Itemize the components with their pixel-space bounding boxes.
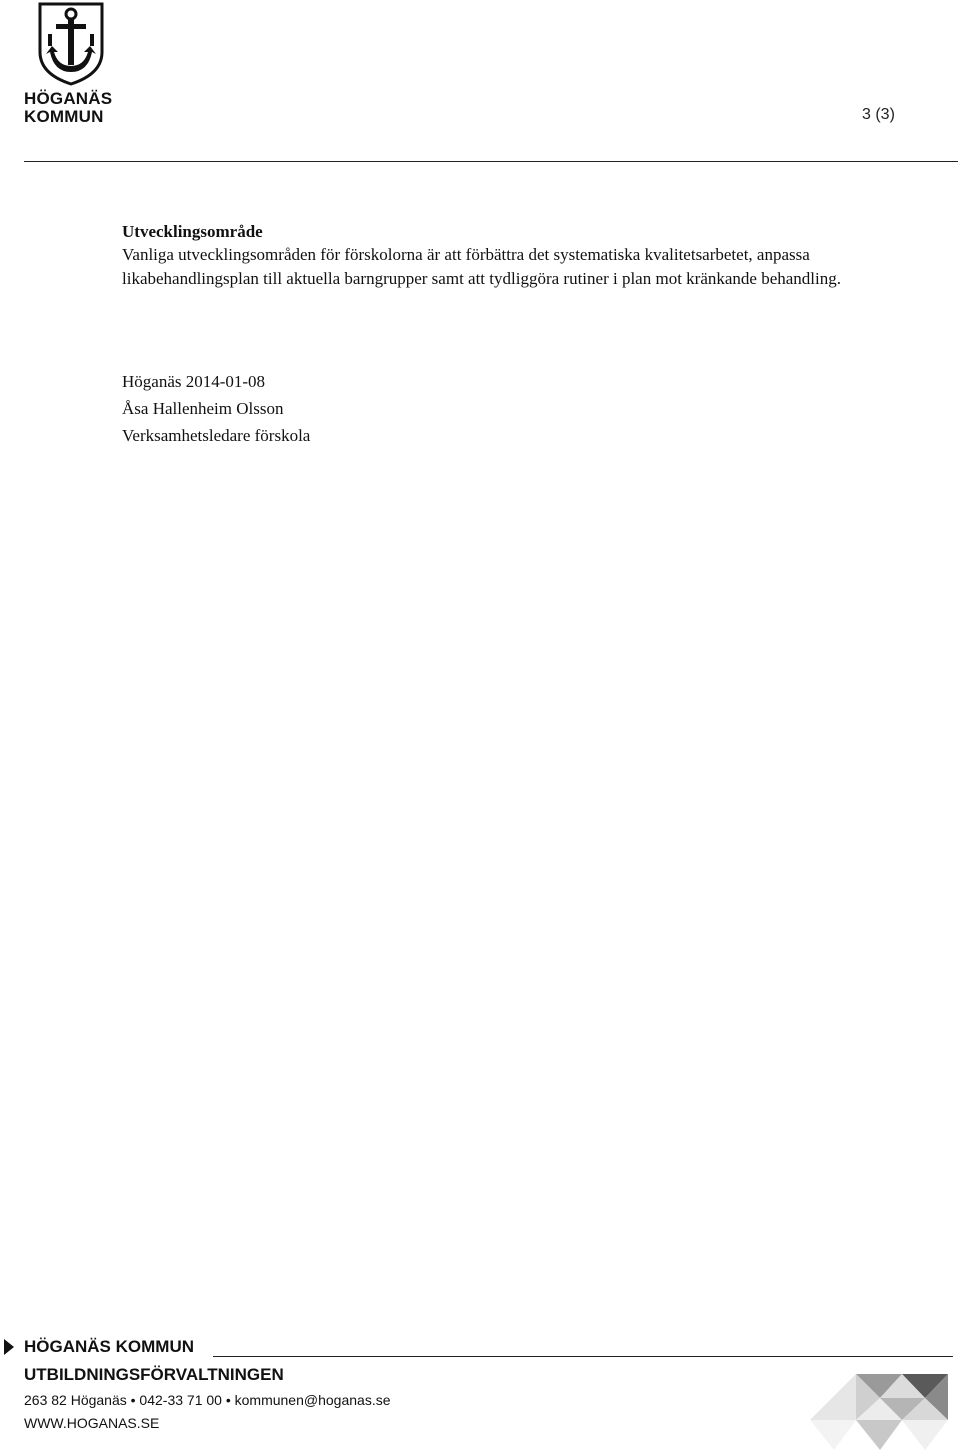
triangle-pattern-icon	[810, 1354, 950, 1452]
footer-website: WWW.HOGANAS.SE	[24, 1415, 160, 1431]
municipality-logo	[22, 2, 122, 128]
signature-title: Verksamhetsledare förskola	[122, 426, 311, 445]
footer-organization: HÖGANÄS KOMMUN	[24, 1337, 194, 1356]
signature-block	[122, 368, 310, 449]
logo-line-1: HÖGANÄS	[24, 89, 113, 108]
anchor-crest-icon	[36, 2, 106, 86]
body-paragraph: Vanliga utvecklingsområden för förskolorna är att förbättra det systematiska kvalitetsarbetet, anpassa likabehandlingsplan till aktuella barngrupper samt att tydliggöra rutiner i plan mot kränkande behandling.	[122, 245, 841, 288]
document-body	[122, 220, 862, 290]
footer-department: UTBILDNINGSFÖRVALTNINGEN	[24, 1365, 284, 1384]
header-divider	[24, 161, 958, 162]
signature-name: Åsa Hallenheim Olsson	[122, 399, 284, 418]
page-footer	[0, 1330, 960, 1452]
page-number: 3 (3)	[862, 106, 895, 123]
logo-line-2: KOMMUN	[24, 107, 104, 126]
section-heading: Utvecklingsområde	[122, 222, 263, 241]
logo-wordmark	[24, 90, 124, 126]
play-arrow-icon	[4, 1339, 14, 1355]
signature-place-date: Höganäs 2014-01-08	[122, 372, 266, 391]
footer-contact: 263 82 Höganäs • 042-33 71 00 • kommunen@hoganas.se	[24, 1392, 391, 1408]
